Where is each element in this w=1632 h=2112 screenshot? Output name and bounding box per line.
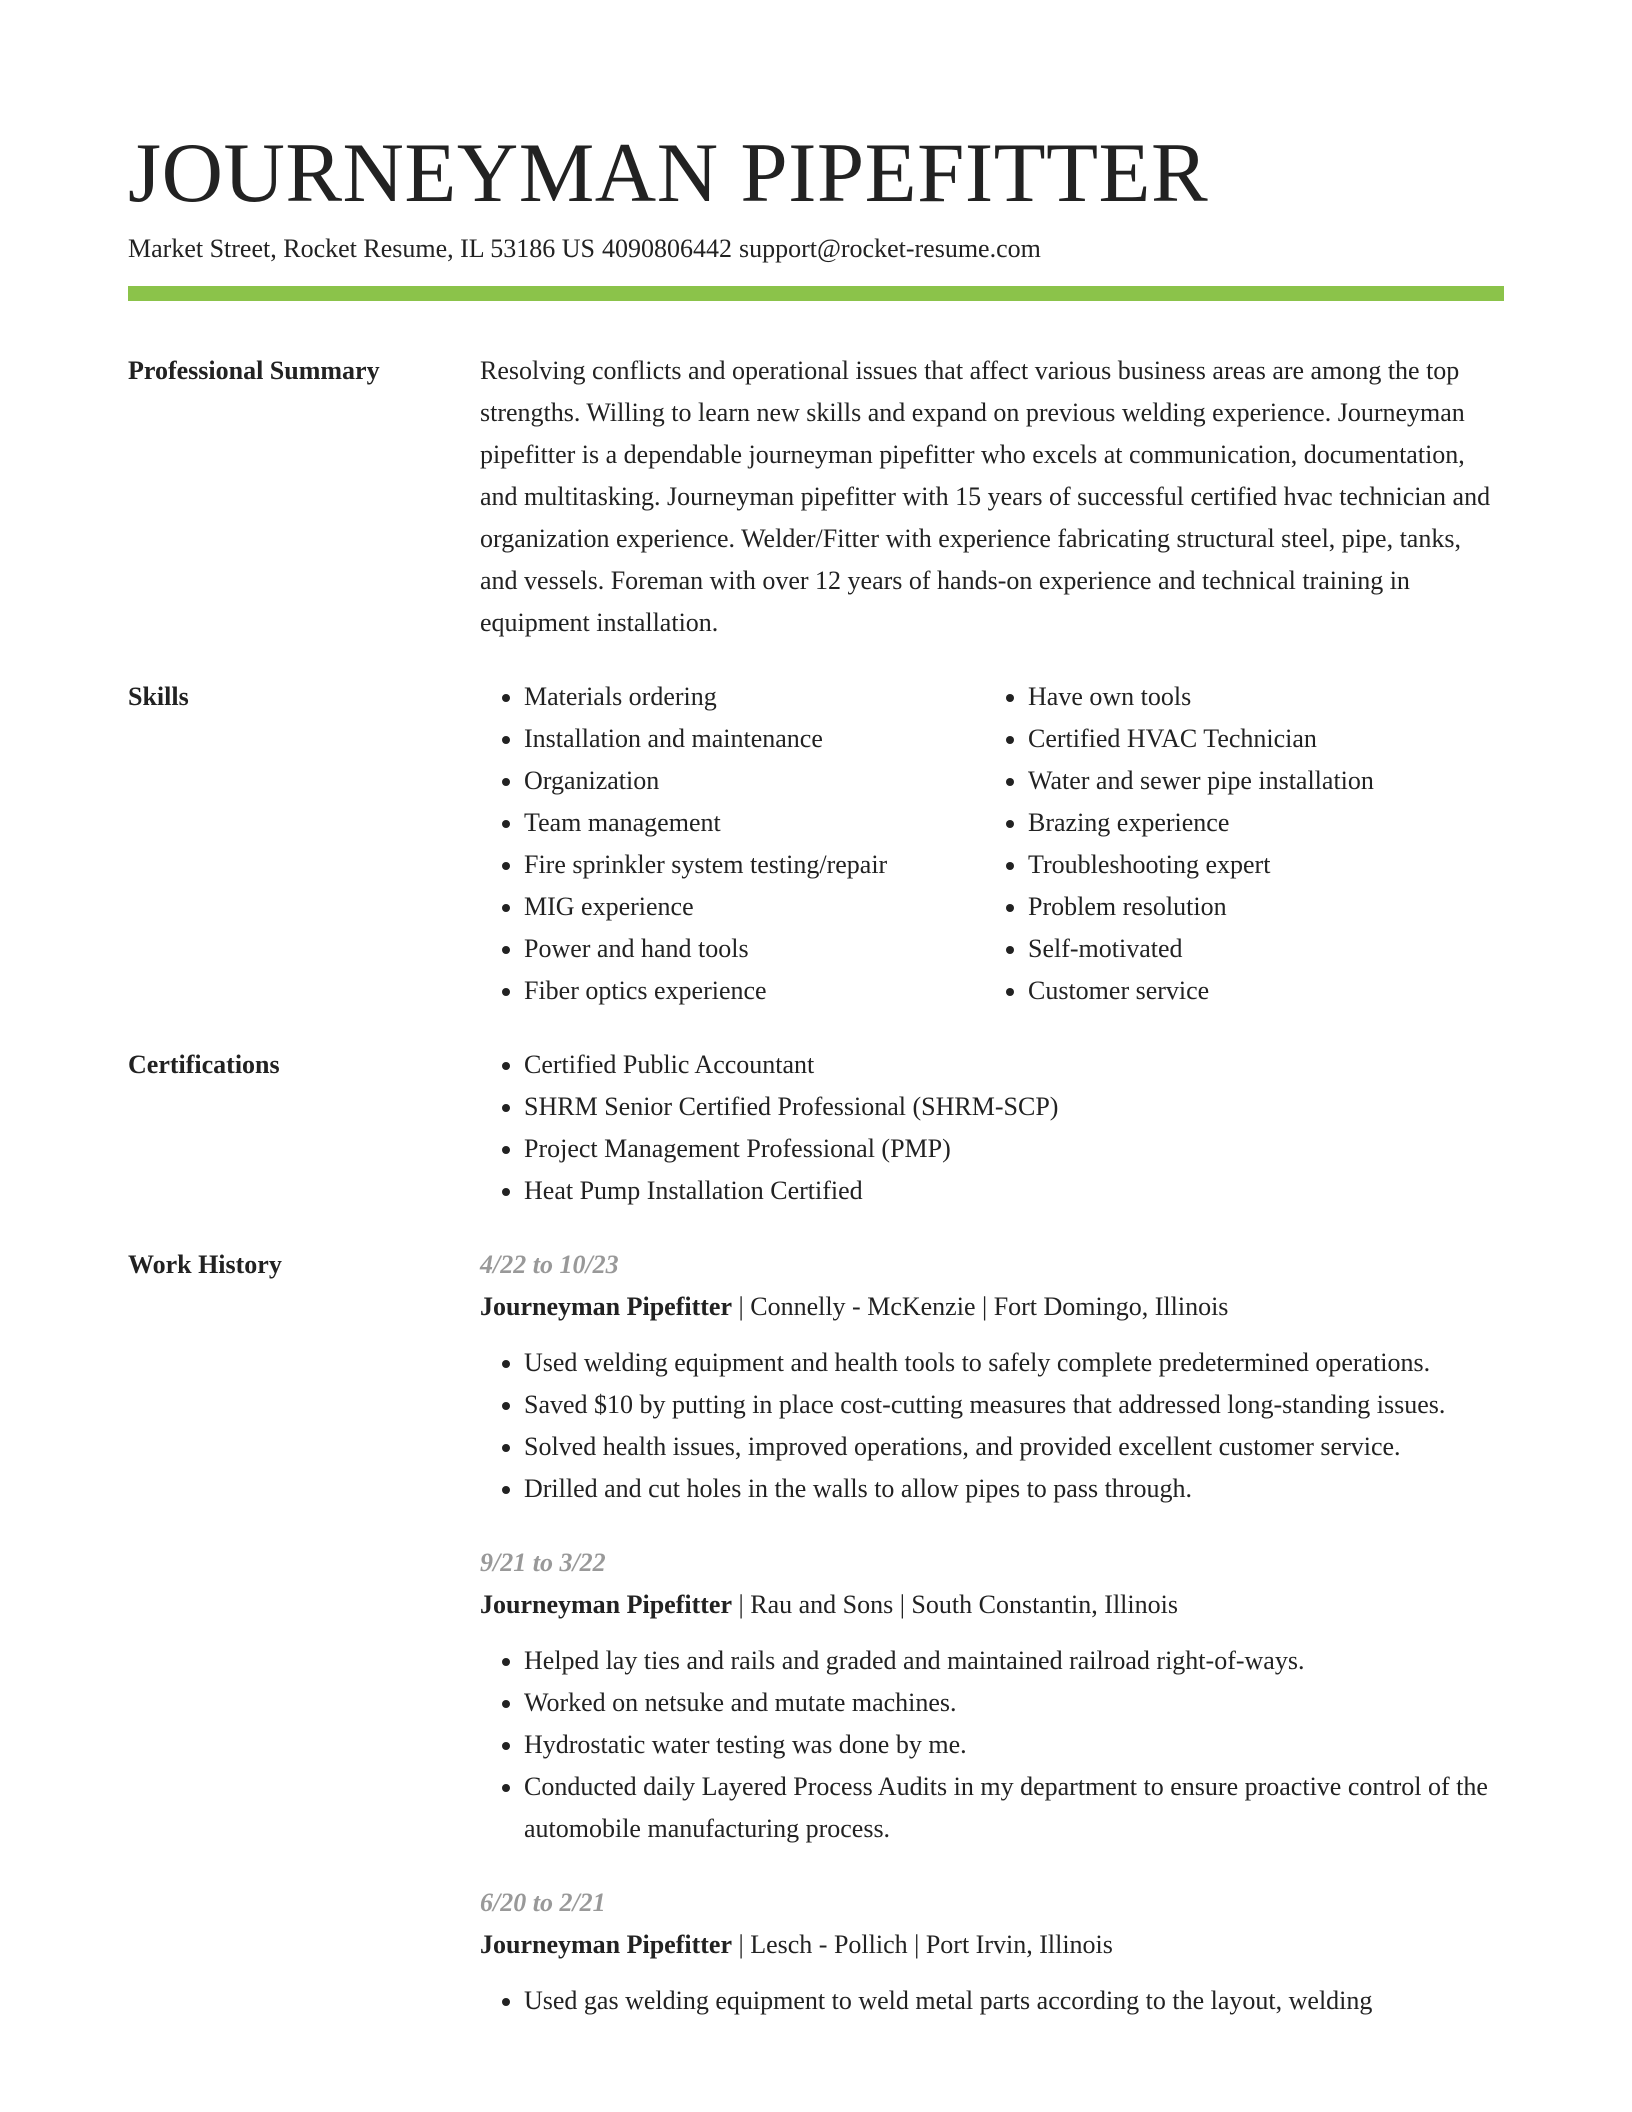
certifications-body	[480, 1044, 1504, 1212]
certification-item: • Project Management Professional (PMP)	[524, 1128, 1504, 1170]
job-bullets	[480, 1342, 1504, 1510]
job-dates: 4/22 to 10/23	[480, 1250, 619, 1279]
skills-section	[128, 676, 1504, 1012]
skill-item: • Problem resolution	[1028, 886, 1532, 928]
section-heading: Work History	[128, 1250, 282, 1279]
skill-item: • MIG experience	[524, 886, 984, 928]
skill-item: • Installation and maintenance	[524, 718, 984, 760]
job-entry	[480, 1542, 1504, 1850]
work-history-section	[128, 1244, 1504, 2054]
job-title-line	[480, 1584, 1504, 1626]
job-bullet: • Drilled and cut holes in the walls to allow pipes to pass through.	[524, 1468, 1504, 1510]
certification-item: • Heat Pump Installation Certified	[524, 1170, 1504, 1212]
job-entry	[480, 1882, 1504, 2022]
skill-item: • Self-motivated	[1028, 928, 1532, 970]
job-dates: 6/20 to 2/21	[480, 1888, 606, 1917]
skill-item: • Customer service	[1028, 970, 1532, 1012]
skill-item: • Fire sprinkler system testing/repair	[524, 844, 984, 886]
summary-text: Resolving conflicts and operational issues that affect various business areas are among the top strengths. Willing to learn new skills and expand on previous welding experience. Journeyman pipefitter is a dependable journeyman pipefitter who excels at communication, documentation, and multitasking. Journeyman pipefitter with 15 years of successful certified hvac technician and organization experience. Welder/Fitter with experience fabricating structural steel, pipe, tanks, and vessels. Foreman with over 12 years of hands-on experience and technical training in equipment installation.	[480, 356, 1491, 637]
section-heading: Professional Summary	[128, 356, 380, 385]
skill-item: • Troubleshooting expert	[1028, 844, 1532, 886]
phone: 4090806442	[601, 234, 732, 263]
email: support@rocket-resume.com	[738, 234, 1041, 263]
job-title: Journeyman Pipefitter	[480, 1292, 733, 1321]
certification-item: • SHRM Senior Certified Professional (SHRM-SCP)	[524, 1086, 1504, 1128]
job-bullet: • Saved $10 by putting in place cost-cutting measures that addressed long-standing issues.	[524, 1384, 1504, 1426]
section-heading: Certifications	[128, 1050, 280, 1079]
work-history-body	[480, 1244, 1504, 2054]
skill-item: • Materials ordering	[524, 676, 984, 718]
skill-item: • Certified HVAC Technician	[1028, 718, 1532, 760]
job-title: Journeyman Pipefitter	[480, 1930, 733, 1959]
section-heading: Skills	[128, 682, 189, 711]
certification-item: • Certified Public Accountant	[524, 1044, 1504, 1086]
job-bullet: • Used gas welding equipment to weld metal parts according to the layout, welding	[524, 1980, 1504, 2022]
contact-line	[128, 232, 1041, 266]
job-title-line	[480, 1924, 1504, 1966]
job-bullet: • Hydrostatic water testing was done by me.	[524, 1724, 1504, 1766]
skill-item: • Power and hand tools	[524, 928, 984, 970]
skills-list-right	[984, 676, 1532, 1012]
resume-content	[128, 350, 1504, 2086]
job-bullet: • Helped lay ties and rails and graded and maintained railroad right-of-ways.	[524, 1640, 1504, 1682]
resume-name: JOURNEYMAN PIPEFITTER	[128, 126, 1209, 220]
address: Market Street, Rocket Resume, IL 53186 US	[128, 234, 595, 263]
summary-section	[128, 350, 1504, 644]
job-bullet: • Used welding equipment and health tools to safely complete predetermined operations.	[524, 1342, 1504, 1384]
skill-item: • Organization	[524, 760, 984, 802]
job-dates: 9/21 to 3/22	[480, 1548, 606, 1577]
skills-body	[480, 676, 1504, 1012]
job-details: | Rau and Sons | South Constantin, Illinois	[732, 1590, 1178, 1619]
job-details: | Connelly - McKenzie | Fort Domingo, Illinois	[732, 1292, 1229, 1321]
certifications-list	[480, 1044, 1504, 1212]
job-title-line	[480, 1286, 1504, 1328]
job-details: | Lesch - Pollich | Port Irvin, Illinois	[732, 1930, 1113, 1959]
job-bullets	[480, 1640, 1504, 1850]
summary-body	[480, 350, 1504, 644]
header-divider	[128, 286, 1504, 301]
job-entry	[480, 1244, 1504, 1510]
job-bullet: • Conducted daily Layered Process Audits in my department to ensure proactive control of the automobile manufacturing process.	[524, 1766, 1504, 1850]
job-title: Journeyman Pipefitter	[480, 1590, 733, 1619]
job-bullet: • Worked on netsuke and mutate machines.	[524, 1682, 1504, 1724]
skill-item: • Brazing experience	[1028, 802, 1532, 844]
job-bullets	[480, 1980, 1504, 2022]
skill-item: • Fiber optics experience	[524, 970, 984, 1012]
skills-list-left	[480, 676, 984, 1012]
certifications-section	[128, 1044, 1504, 1212]
skill-item: • Have own tools	[1028, 676, 1532, 718]
skill-item: • Water and sewer pipe installation	[1028, 760, 1532, 802]
skill-item: • Team management	[524, 802, 984, 844]
job-bullet: • Solved health issues, improved operations, and provided excellent customer service.	[524, 1426, 1504, 1468]
